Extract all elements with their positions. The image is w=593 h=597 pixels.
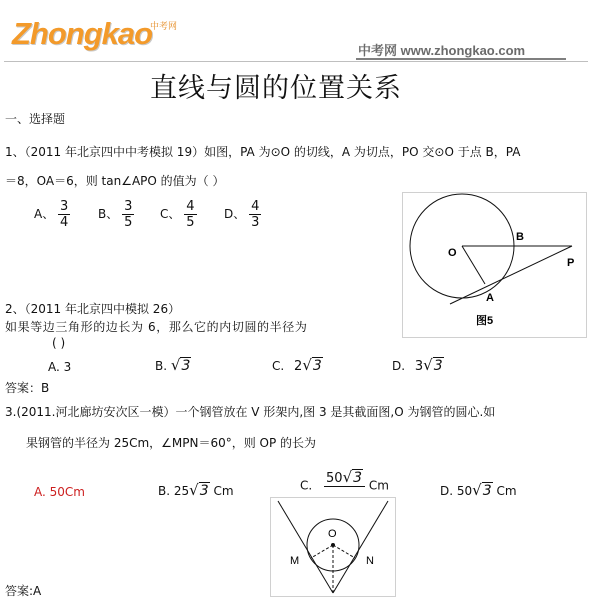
q3-label-n: N [366,555,374,567]
q3-option-d[interactable]: D. 50√3 Cm [440,481,517,499]
page-title: 直线与圆的位置关系 [150,73,402,104]
q3-option-b[interactable]: B. 25√3 Cm [158,481,234,499]
q1-option-b[interactable]: B、 $\frac{3}{5}$ [98,199,133,230]
q1-figure-svg [402,192,587,338]
q2-text-line2: 如果等边三角形的边长为 6，那么它的内切圆的半径为 [5,320,308,334]
logo-tagline: 中考网 [150,22,178,32]
q2-option-b-sqrt: √3 [170,356,191,374]
q3-option-d-sqrt: √3 [472,481,492,499]
q1-option-c-fraction: $\frac{4}{5}$ [186,199,195,230]
q3-label-o: O [328,528,337,540]
q2-option-a[interactable]: A. 3 [48,360,72,374]
q1-label-o: O [448,247,457,259]
q2-option-b[interactable]: B. √3 [155,356,191,374]
q1-option-a-fraction: $\frac{3}{4}$ [60,199,69,230]
q2-option-d[interactable]: D. 3√3 [392,356,443,374]
q3-option-b-sqrt: √3 [189,481,209,499]
q3-option-c[interactable]: C. 50√3 Cm [300,470,389,502]
q2-option-c-sqrt: √3 [302,356,322,374]
q2-answer: 答案：B [5,381,50,395]
q3-text-line1: 3.(2011.河北廊坊安次区一模）一个钢管放在 V 形架内,图 3 是其截面图,O 为钢管的圆心.如 [5,405,496,419]
site-underline [356,58,566,60]
q3-text-line2: 果钢管的半径为 25Cm，∠MPN＝60°，则 OP 的长为 [26,436,317,450]
q1-label-b: B [516,231,524,243]
q1-text-line1: 1、（2011 年北京四中中考模拟 19）如图，PA 为⊙O 的切线，A 为切点，PO 交⊙O 于点 B，PA [5,145,521,159]
q3-option-c-fraction: 50√3 [324,470,365,502]
q2-text-line1: 2、（2011 年北京四中模拟 26） [5,302,181,316]
q3-answer: 答案:A [5,584,42,597]
site-address[interactable]: 中考网 www.zhongkao.com [358,43,526,58]
q1-option-d-fraction: $\frac{4}{3}$ [251,199,260,230]
q1-figure [402,192,587,338]
q1-text-line2: ＝8，OA＝6，则 tan∠APO 的值为（ ） [5,174,225,188]
q1-option-b-fraction: $\frac{3}{5}$ [124,199,133,230]
q3-figure-svg [270,497,396,597]
q1-figure-caption: 图5 [476,315,494,327]
q3-figure [270,497,396,597]
section-heading: 一、选择题 [5,112,66,126]
header-divider [4,61,588,62]
q3-label-m: M [290,555,300,567]
q1-option-a[interactable]: A、 $\frac{3}{4}$ [34,199,69,230]
q1-label-p: P [567,257,575,269]
q2-option-c[interactable]: C. 2√3 [272,356,322,374]
site-logo[interactable]: Zhongkao [12,16,153,51]
q1-option-d[interactable]: D、 $\frac{4}{3}$ [224,199,260,230]
q1-option-c[interactable]: C、 $\frac{4}{5}$ [160,199,195,230]
q3-option-a[interactable]: A. 50Cm [34,485,85,499]
q2-option-d-sqrt: √3 [423,356,443,374]
q1-label-a: A [486,292,494,304]
q2-text-line3: ( ) [52,336,66,350]
